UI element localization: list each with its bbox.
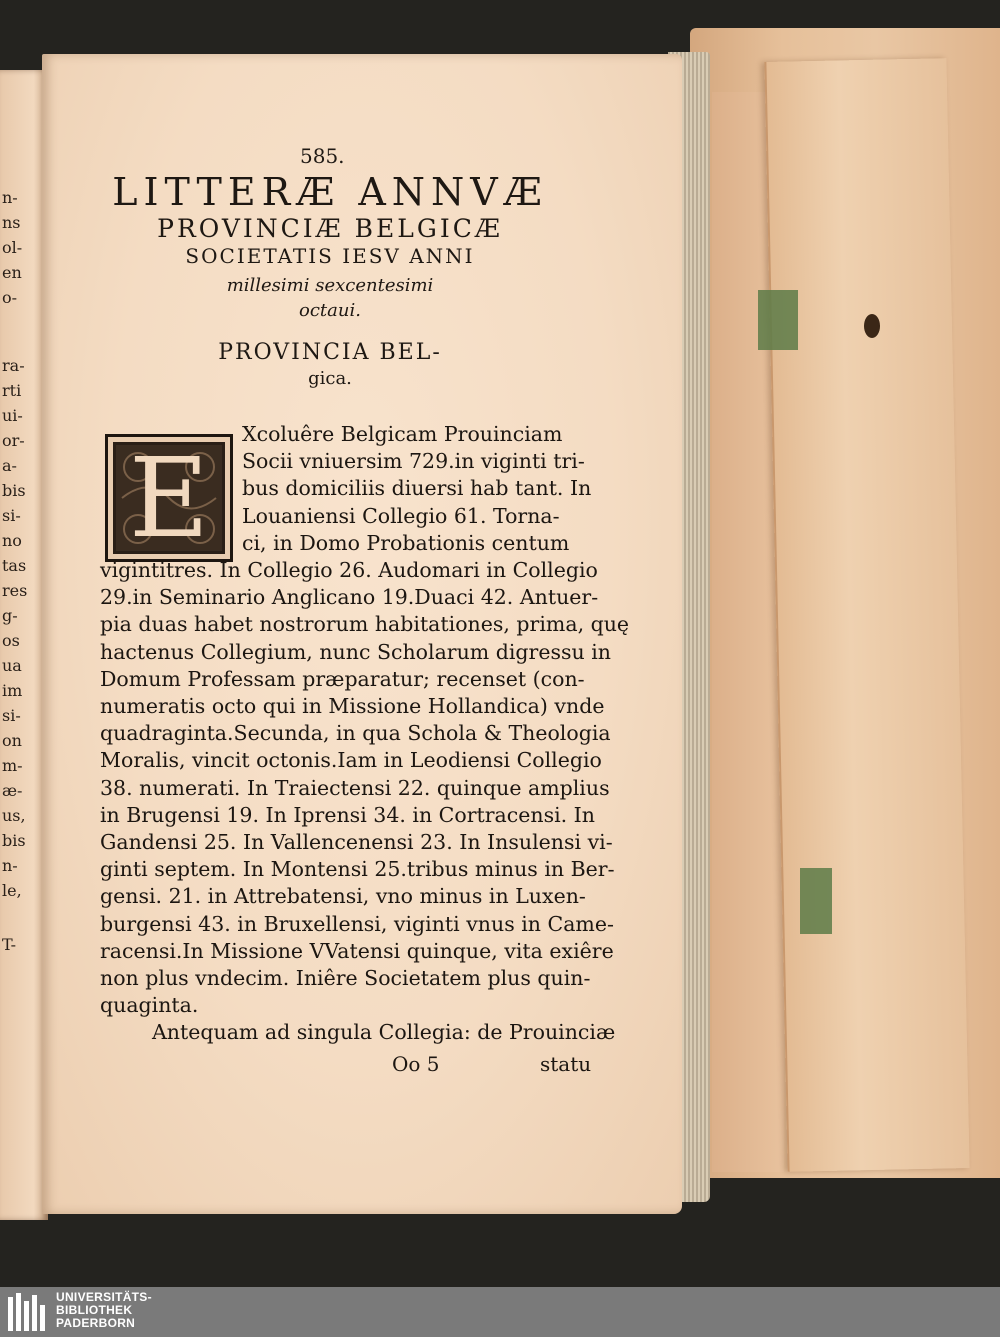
left-page-text: si- xyxy=(2,706,21,725)
left-page-text: en xyxy=(2,263,22,282)
body-line: pia duas habet nostrorum habitationes, prima, quę xyxy=(100,612,630,637)
body-line: Socii vniuersim 729.in viginti tri- xyxy=(242,449,585,474)
body-line: hactenus Collegium, nunc Scholarum digressu in xyxy=(100,639,612,664)
body-line: numeratis octo qui in Missione Hollandica) vnde xyxy=(100,694,605,718)
left-page-text: tas xyxy=(2,556,27,575)
body-line: quadraginta.Secunda, in qua Schola & Theologia xyxy=(100,721,611,746)
left-page-text: rti xyxy=(2,381,22,400)
body-line: 38. numerati. In Traiectensi 22. quinque amplius xyxy=(100,775,610,800)
left-page-text: bis xyxy=(2,481,26,500)
cover-hole xyxy=(864,314,880,338)
body-line: Domum Professam præparatur; recenset (con- xyxy=(100,666,585,691)
library-name-line-2: BIBLIOTHEK xyxy=(56,1303,133,1317)
left-page-text: le, xyxy=(2,881,22,900)
body-line: 29.in Seminario Anglicano 19.Duaci 42. Antuer- xyxy=(100,585,599,610)
left-page-text: ui- xyxy=(2,406,23,425)
catchword: statu xyxy=(540,1052,592,1076)
green-tie-lower xyxy=(800,868,832,934)
section-heading: PROVINCIA BEL- xyxy=(218,340,442,365)
left-page-fragment xyxy=(0,70,48,1220)
left-page-text: bis xyxy=(2,831,26,850)
library-footer-bar xyxy=(0,1287,1000,1337)
green-tie-upper xyxy=(758,290,798,350)
left-page-text: a- xyxy=(2,456,17,475)
library-name xyxy=(56,1291,152,1330)
left-page-text: im xyxy=(2,681,23,700)
body-line: burgensi 43. in Bruxellensi, viginti vnus in Came- xyxy=(100,911,614,936)
library-name-line-3: PADERBORN xyxy=(56,1316,136,1330)
left-page-text: no xyxy=(2,531,22,550)
body-line: quaginta. xyxy=(100,993,199,1018)
body-line: gensi. 21. in Attrebatensi, vno minus in Luxen- xyxy=(100,884,586,909)
left-page-text: m- xyxy=(2,756,23,775)
library-name-line-1: UNIVERSITÄTS- xyxy=(56,1290,152,1304)
left-page-text: g- xyxy=(2,606,18,625)
body-line: Louaniensi Collegio 61. Torna- xyxy=(242,503,560,528)
library-logo-icon xyxy=(8,1293,46,1331)
body-line: Gandensi 25. In Vallencenensi 23. In Insulensi vi- xyxy=(100,830,613,854)
left-page-text: os xyxy=(2,631,20,650)
title-line-3: SOCIETATIS IESV ANNI xyxy=(185,244,475,268)
left-page-text: on xyxy=(2,731,22,750)
page-number: 585. xyxy=(300,144,345,168)
body-line: Antequam ad singula Collegia: de Prouinciæ xyxy=(152,1020,616,1045)
title-line-4: millesimi sexcentesimi xyxy=(226,275,434,296)
left-page-text: n- xyxy=(2,188,18,207)
left-page-text: res xyxy=(2,581,28,600)
body-line: in Brugensi 19. In Iprensi 34. in Cortracensi. In xyxy=(100,802,595,827)
title-line-1: LITTERÆ ANNVÆ xyxy=(112,170,548,214)
left-page-text: us, xyxy=(2,806,26,825)
left-page-text: n- xyxy=(2,856,18,875)
body-line: non plus vndecim. Iniêre Societatem plus quin- xyxy=(100,966,591,990)
body-line: vigintitres. In Collegio 26. Audomari in Collegio xyxy=(100,558,598,582)
body-line: racensi.In Missione VVatensi quinque, vita exiêre xyxy=(100,938,614,963)
left-page-text: ol- xyxy=(2,238,23,257)
decorated-initial xyxy=(105,434,233,562)
body-line: Xcoluêre Belgicam Prouinciam xyxy=(242,422,563,446)
body-line: ci, in Domo Probationis centum xyxy=(242,530,570,555)
left-page-text: ra- xyxy=(2,356,25,375)
body-line: bus domiciliis diuersi hab tant. In xyxy=(242,476,592,501)
section-heading-cont: gica. xyxy=(308,368,352,389)
left-page-text: ua xyxy=(2,656,22,675)
left-page-text: ns xyxy=(2,213,21,232)
title-line-5: octaui. xyxy=(299,300,361,321)
body-line: ginti septem. In Montensi 25.tribus minus in Ber- xyxy=(100,857,615,882)
left-page-text: or- xyxy=(2,431,25,450)
left-page-text: æ- xyxy=(2,781,23,800)
left-page-text: si- xyxy=(2,506,21,525)
left-page-text: T- xyxy=(2,935,17,954)
left-page-text: o- xyxy=(2,288,18,307)
body-line: Moralis, vincit octonis.Iam in Leodiensi Collegio xyxy=(100,748,602,773)
signature-mark: Oo 5 xyxy=(392,1052,440,1076)
cover-flap xyxy=(764,58,969,1172)
title-line-2: PROVINCIÆ BELGICÆ xyxy=(157,214,503,243)
initial-letter: E xyxy=(128,434,210,562)
